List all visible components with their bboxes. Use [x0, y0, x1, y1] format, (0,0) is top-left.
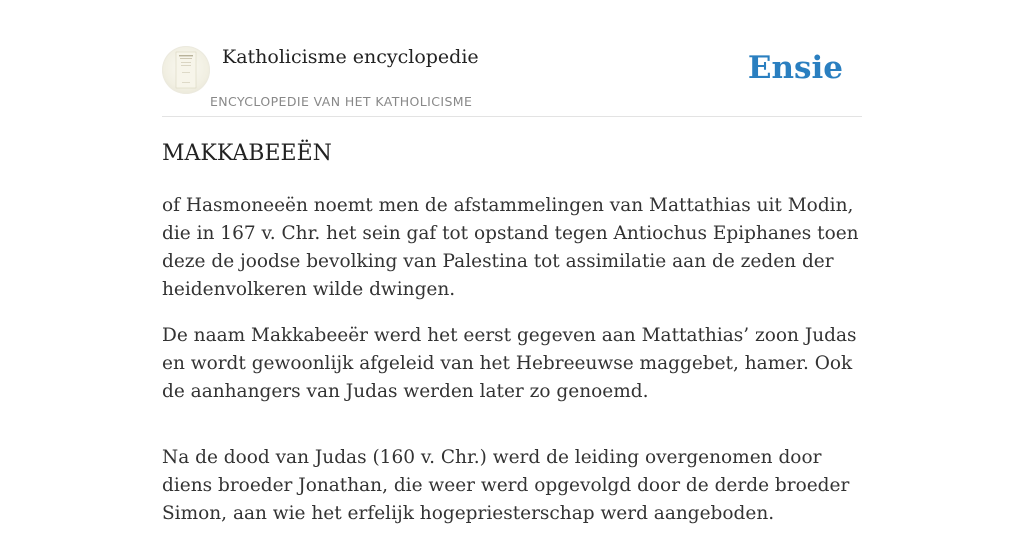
article-paragraph: De naam Makkabeeër werd het eerst gegeven aan Mattathias’ zoon Judas en wordt gewoonlijk afgeleid van het Hebreeuwse maggebet, hamer. Ook de aanhangers van Judas werden later zo genoemd. — [162, 325, 857, 402]
article — [162, 138, 862, 546]
article-paragraph: of Hasmoneeën noemt men de afstammelingen van Mattathias uit Modin, die in 167 v. Chr. het sein gaf tot opstand tegen Antiochus Epiphanes toen deze de joodse bevolking van Palestina tot assimilatie aan de zeden der heidenvolkeren wilde dwingen. — [162, 195, 859, 300]
article-paragraph: Na de dood van Judas (160 v. Chr.) werd de leiding overgenomen door diens broeder Jonathan, die weer werd opgevolgd door de derde broeder Simon, aan wie het erfelijk hogepriesterschap werd aangeboden. — [162, 447, 850, 524]
article-title: MAKKABEEËN — [162, 141, 332, 166]
encyclopedia-logo[interactable] — [162, 46, 210, 94]
site-header — [162, 44, 862, 117]
ensie-logo-link[interactable]: Ensie — [747, 50, 843, 86]
book-cover-icon — [162, 46, 210, 94]
site-title[interactable]: Katholicisme encyclopedie — [222, 46, 479, 68]
site-subtitle: ENCYCLOPEDIE VAN HET KATHOLICISME — [210, 94, 473, 109]
